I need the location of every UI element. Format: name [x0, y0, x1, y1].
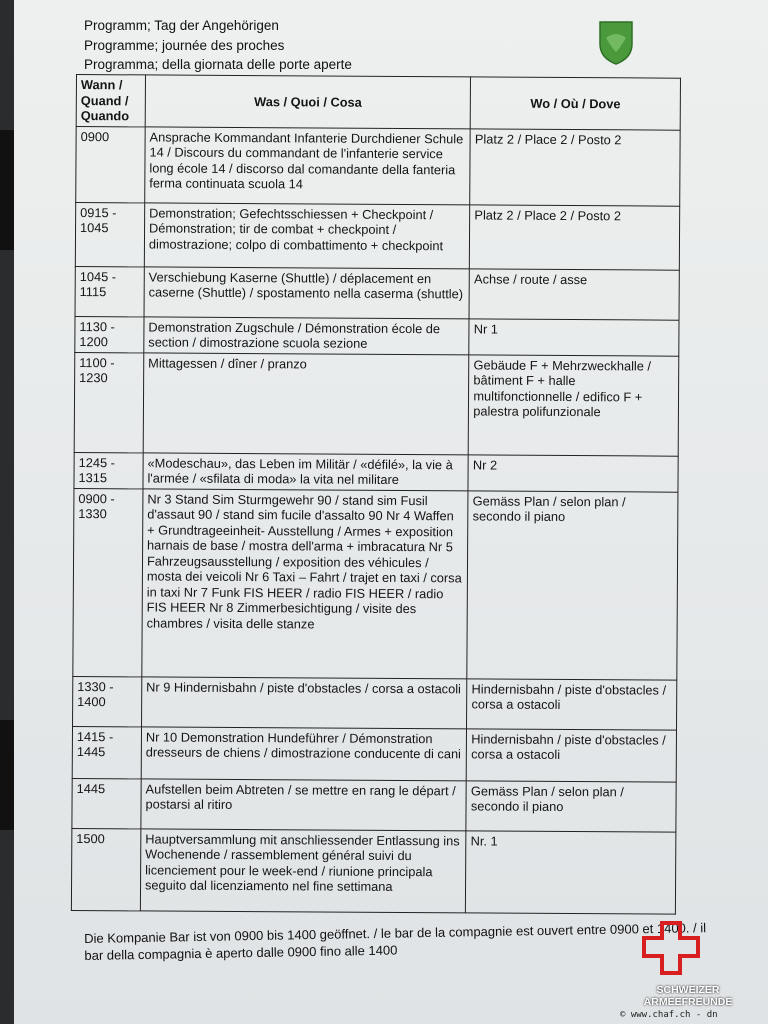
column-header-when: Wann / Quand / Quando [76, 75, 145, 127]
program-table [71, 74, 681, 914]
cell-location: Nr 1 [469, 318, 679, 355]
cell-time: 1100 - 1230 [74, 352, 144, 452]
cell-location: Hindernisbahn / piste d'obstacles / corsa a ostacoli [467, 678, 677, 729]
binder-edge [0, 130, 14, 250]
table-row [75, 202, 679, 270]
table-row [74, 352, 679, 456]
cell-location: Achse / route / asse [469, 268, 679, 319]
table-row [75, 266, 679, 320]
cell-time: 0900 [76, 126, 145, 202]
cell-time: 1415 - 1445 [72, 726, 141, 778]
cell-location: Hindernisbahn / piste d'obstacles / corsa a ostacoli [467, 728, 677, 781]
footer-note: Die Kompanie Bar ist von 0900 bis 1400 geöffnet. / le bar de la compagnie est ouvert entre 0900 et 1400. / il bar della compagnia è aperto dalle 0900 fino alle 1400 [84, 920, 707, 963]
cell-activity: «Modeschau», das Leben im Militär / «défilé», la vie à l'armée / «sfilata di moda» la vita nel militare [143, 452, 469, 490]
cell-location: Gemäss Plan / selon plan / secondo il piano [466, 780, 676, 831]
cell-location: Nr 2 [468, 454, 678, 491]
cell-location: Platz 2 / Place 2 / Posto 2 [470, 128, 680, 205]
title-italian: Programma; della giornata delle porte aperte [84, 57, 352, 72]
column-header-where: Wo / Où / Dove [470, 77, 680, 130]
table-row [73, 676, 677, 730]
table-row [75, 316, 679, 356]
cell-activity: Mittagessen / dîner / pranzo [143, 352, 469, 454]
table-row [72, 778, 676, 832]
cell-time: 1500 [71, 828, 140, 910]
cell-activity: Ansprache Kommandant Infanterie Durchdiener Schule 14 / Discours du commandant de l'infanterie service long école 14 / discorso dal comandante della fanteria ferma continuata scuola 14 [145, 126, 471, 204]
swiss-cross-icon [642, 921, 700, 975]
cell-activity: Nr 3 Stand Sim Sturmgewehr 90 / stand sim Fusil d'assaut 90 / stand sim fucile d'assalto 90 Nr 4 Waffen + Grundtrageeinheit- Ausstellung / Armes + exposition harnais de base / mostra dell'arma + imbracatura Nr 5 Fahrzeugsausstellung / exposition des véhicules / mosta dei veicoli Nr 6 Taxi – Fahrt / trajet en taxi / corsa in taxi Nr 7 Funk FIS HEER / radio FIS HEER / radio FIS HEER Nr 8 Zimmerbesichtigung / visite des chambres / visita delle stanze [142, 488, 469, 678]
cell-activity: Demonstration Zugschule / Démonstration école de section / dimostrazione scuola sezione [144, 316, 470, 354]
title-german: Programm; Tag der Angehörigen [84, 18, 279, 33]
cell-time: 0900 - 1330 [73, 488, 143, 676]
cell-time: 1045 - 1115 [75, 266, 144, 316]
cell-location: Nr. 1 [466, 830, 676, 913]
cell-time: 0915 - 1045 [75, 202, 144, 266]
cell-location: Platz 2 / Place 2 / Posto 2 [470, 204, 680, 269]
cell-location: Gemäss Plan / selon plan / secondo il piano [467, 490, 678, 679]
table-row [74, 452, 678, 492]
watermark-line2: ARMEEFREUNDE [643, 996, 733, 1008]
table-row [71, 828, 675, 914]
cell-time: 1445 [72, 778, 141, 828]
watermark-label [628, 984, 748, 1008]
cell-activity: Nr 10 Demonstration Hundeführer / Démonstration dresseurs de chiens / dimostrazione conducente di cani [141, 726, 467, 780]
unit-crest-icon [598, 20, 634, 66]
title-french: Programme; journée des proches [84, 38, 285, 53]
cell-activity: Aufstellen beim Abtreten / se mettre en rang le départ / postarsi al ritiro [141, 778, 467, 830]
cell-time: 1245 - 1315 [74, 452, 143, 488]
cell-location: Gebäude F + Mehrzweckhalle / bâtiment F + halle multifonctionnelle / edifico F + palestra polifunzionale [468, 354, 678, 455]
cell-activity: Verschiebung Kaserne (Shuttle) / déplacement en caserne (Shuttle) / spostamento nella caserma (shuttle) [144, 266, 470, 318]
cell-activity: Hauptversammlung mit anschliessender Entlassung ins Wochenende / rassemblement général suivi du licenciement pour le week-end / riunione principala seguito dal licenziamento nel fine settimana [140, 828, 466, 912]
column-header-what: Was / Quoi / Cosa [145, 75, 471, 128]
cell-time: 1130 - 1200 [75, 316, 144, 352]
table-header-row [76, 75, 680, 130]
binder-edge [0, 720, 14, 830]
watermark-line1: SCHWEIZER [656, 984, 720, 996]
cell-time: 1330 - 1400 [73, 676, 142, 726]
cell-activity: Nr 9 Hindernisbahn / piste d'obstacles / corsa a ostacoli [141, 676, 467, 728]
table-row [73, 488, 678, 680]
table-row [72, 726, 676, 782]
cell-activity: Demonstration; Gefechtsschiessen + Checkpoint / Démonstration; tir de combat + checkpoint / dimostrazione; colpo di combattimento + checkpoint [144, 202, 470, 268]
watermark-url: © www.chaf.ch - dn [620, 1010, 718, 1020]
table-row [76, 126, 680, 206]
